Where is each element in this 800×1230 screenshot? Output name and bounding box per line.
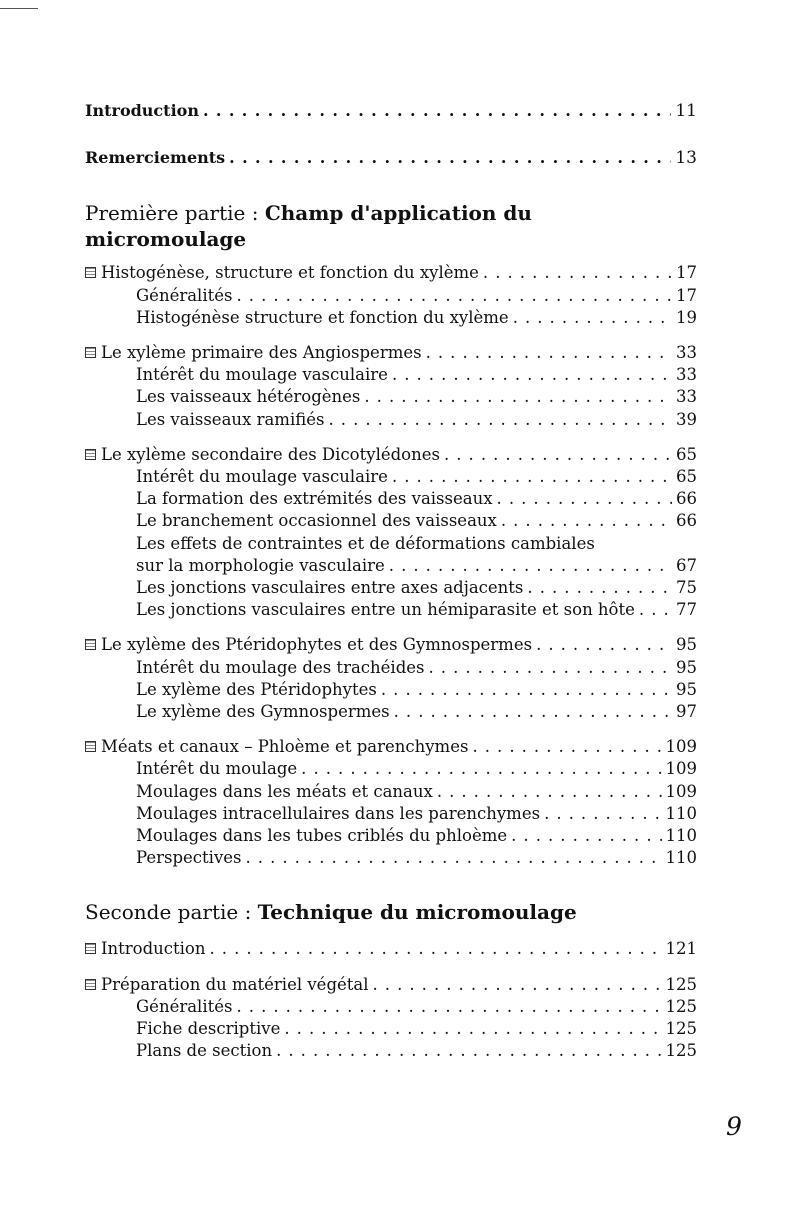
toc-label: Perspectives: [136, 848, 242, 868]
toc-page: 66: [676, 489, 697, 509]
toc-label: Les vaisseaux hétérogènes: [136, 387, 361, 407]
toc-label: Moulages dans les tubes criblés du phloème: [136, 826, 508, 846]
section-box-icon: [85, 741, 96, 752]
corner-rule: [0, 8, 38, 9]
toc-subentry: [85, 386, 697, 408]
toc-page: 11: [675, 101, 697, 121]
toc-page: 65: [676, 467, 697, 487]
toc-section: [85, 342, 697, 431]
toc-label: Fiche descriptive: [136, 1019, 281, 1039]
dot-leader: [203, 100, 671, 122]
toc-label: Le xylème des Ptéridophytes: [136, 679, 377, 699]
toc-label: Intérêt du moulage vasculaire: [136, 467, 388, 487]
toc-label: Les effets de contraintes et de déformations cambiales: [136, 533, 595, 553]
table-of-contents: [85, 100, 697, 1063]
toc-label: Les jonctions vasculaires entre un hémiparasite et son hôte: [136, 600, 635, 620]
toc-page: 121: [665, 939, 697, 959]
part-1-sections: [85, 262, 697, 869]
dot-leader: [381, 679, 672, 701]
dot-leader: [429, 657, 673, 679]
toc-page: 13: [675, 148, 697, 169]
dot-leader: [639, 599, 672, 621]
toc-entry-introduction: [85, 100, 697, 122]
section-box-icon: [85, 347, 96, 358]
toc-page: 77: [676, 600, 697, 620]
toc-section-entry: [85, 938, 697, 960]
toc-label: Intérêt du moulage vasculaire: [136, 365, 388, 385]
toc-page: 125: [665, 996, 697, 1016]
toc-label: Introduction: [85, 101, 199, 120]
toc-page: 39: [676, 409, 697, 429]
toc-page: 17: [676, 263, 697, 283]
part-title: Technique du micromoulage: [257, 900, 577, 925]
toc-subentry: [85, 510, 697, 532]
dot-leader: [246, 847, 662, 869]
toc-subentry: [85, 657, 697, 679]
toc-subentry: [85, 599, 697, 621]
toc-page: 109: [665, 759, 697, 779]
toc-section-entry: [85, 634, 697, 656]
dot-leader: [437, 781, 662, 803]
toc-page: 109: [665, 737, 697, 757]
toc-page: 75: [676, 578, 697, 598]
toc-subentry: [85, 825, 697, 847]
dot-leader: [236, 996, 661, 1018]
toc-label: Le xylème secondaire des Dicotylédones: [101, 444, 440, 464]
section-box-icon: [85, 943, 96, 954]
dot-leader: [328, 409, 672, 431]
toc-section: [85, 938, 697, 960]
dot-leader: [483, 262, 672, 284]
part-prefix: Seconde partie :: [85, 900, 252, 925]
toc-section-entry: [85, 342, 697, 364]
toc-subentry: [85, 555, 697, 577]
toc-label: Intérêt du moulage: [136, 759, 298, 779]
toc-page: 110: [665, 803, 697, 823]
section-box-icon: [85, 449, 96, 460]
dot-leader: [472, 736, 661, 758]
toc-label: Les vaisseaux ramifiés: [136, 409, 325, 429]
toc-subentry: [85, 701, 697, 723]
toc-page: 95: [676, 657, 697, 677]
dot-leader: [501, 510, 672, 532]
toc-subentry: [85, 803, 697, 825]
dot-leader: [536, 634, 672, 656]
toc-section: [85, 444, 697, 622]
toc-subentry: [85, 488, 697, 510]
toc-entry-remerciements: [85, 147, 697, 169]
toc-label: Le xylème des Ptéridophytes et des Gymnospermes: [101, 635, 533, 655]
toc-page: 17: [676, 285, 697, 305]
toc-section: [85, 262, 697, 329]
toc-label: Les jonctions vasculaires entre axes adjacents: [136, 578, 524, 598]
toc-section-entry: [85, 736, 697, 758]
part-2-sections: [85, 938, 697, 1062]
toc-page: 33: [676, 343, 697, 363]
toc-label: Histogénèse, structure et fonction du xylème: [101, 263, 479, 283]
toc-section: [85, 974, 697, 1063]
dot-leader: [544, 803, 661, 825]
dot-leader: [444, 444, 672, 466]
toc-subentry: [85, 996, 697, 1018]
dot-leader: [364, 386, 672, 408]
toc-page: 125: [665, 974, 697, 994]
part-heading-1: [85, 200, 697, 252]
dot-leader: [513, 307, 672, 329]
section-box-icon: [85, 979, 96, 990]
toc-page: 97: [676, 702, 697, 722]
dot-leader: [426, 342, 672, 364]
toc-page: 109: [665, 781, 697, 801]
toc-label: Méats et canaux – Phloème et parenchymes: [101, 737, 469, 757]
dot-leader: [301, 758, 661, 780]
toc-subentry: [85, 307, 697, 329]
toc-page: 33: [676, 365, 697, 385]
toc-subentry: [85, 1018, 697, 1040]
toc-label: La formation des extrémités des vaisseaux: [136, 489, 493, 509]
dot-leader: [276, 1040, 661, 1062]
toc-section: [85, 634, 697, 723]
toc-subentry: [85, 577, 697, 599]
toc-label: sur la morphologie vasculaire: [136, 555, 385, 575]
part-heading-2: [85, 899, 697, 925]
dot-leader: [373, 974, 662, 996]
toc-label: Le branchement occasionnel des vaisseaux: [136, 511, 497, 531]
toc-label: Le xylème primaire des Angiospermes: [101, 343, 422, 363]
toc-label: Préparation du matériel végétal: [101, 974, 369, 994]
toc-subentry: [85, 1040, 697, 1062]
toc-section-entry: [85, 262, 697, 284]
page-number: 9: [726, 1112, 742, 1141]
toc-subentry: [85, 409, 697, 431]
dot-leader: [392, 364, 672, 386]
toc-subentry: [85, 364, 697, 386]
dot-leader: [389, 555, 672, 577]
toc-label: Le xylème des Gymnospermes: [136, 702, 390, 722]
toc-subentry: [85, 679, 697, 701]
dot-leader: [497, 488, 672, 510]
toc-page: 125: [665, 1019, 697, 1039]
toc-page: 110: [665, 848, 697, 868]
toc-subentry: [85, 466, 697, 488]
toc-label: Remerciements: [85, 148, 226, 168]
dot-leader: [284, 1018, 661, 1040]
dot-leader: [229, 147, 671, 169]
toc-page: 19: [676, 307, 697, 327]
dot-leader: [392, 466, 672, 488]
toc-subentry: [85, 533, 697, 555]
dot-leader: [394, 701, 672, 723]
toc-page: 125: [665, 1041, 697, 1061]
toc-page: 33: [676, 387, 697, 407]
part-prefix: Première partie :: [85, 201, 259, 226]
dot-leader: [210, 938, 662, 960]
dot-leader: [511, 825, 661, 847]
toc-subentry: [85, 758, 697, 780]
toc-label: Généralités: [136, 996, 233, 1016]
section-box-icon: [85, 267, 96, 278]
toc-section: [85, 736, 697, 869]
toc-label: Généralités: [136, 285, 233, 305]
toc-label: Moulages intracellulaires dans les parenchymes: [136, 803, 541, 823]
toc-page: 65: [676, 444, 697, 464]
dot-leader: [236, 285, 672, 307]
toc-page: 95: [676, 679, 697, 699]
toc-label: Intérêt du moulage des trachéides: [136, 657, 425, 677]
dot-leader: [527, 577, 672, 599]
toc-subentry: [85, 847, 697, 869]
toc-subentry: [85, 781, 697, 803]
toc-label: Plans de section: [136, 1041, 273, 1061]
toc-page: 95: [676, 635, 697, 655]
part-title: Champ d'application du micromoulage: [85, 201, 532, 252]
toc-subentry: [85, 285, 697, 307]
toc-section-entry: [85, 974, 697, 996]
toc-label: Introduction: [101, 939, 206, 959]
toc-label: Moulages dans les méats et canaux: [136, 781, 433, 801]
toc-page: 66: [676, 511, 697, 531]
section-box-icon: [85, 639, 96, 650]
toc-page: 110: [665, 826, 697, 846]
toc-section-entry: [85, 444, 697, 466]
toc-label: Histogénèse structure et fonction du xylème: [136, 307, 509, 327]
toc-page: 67: [676, 555, 697, 575]
